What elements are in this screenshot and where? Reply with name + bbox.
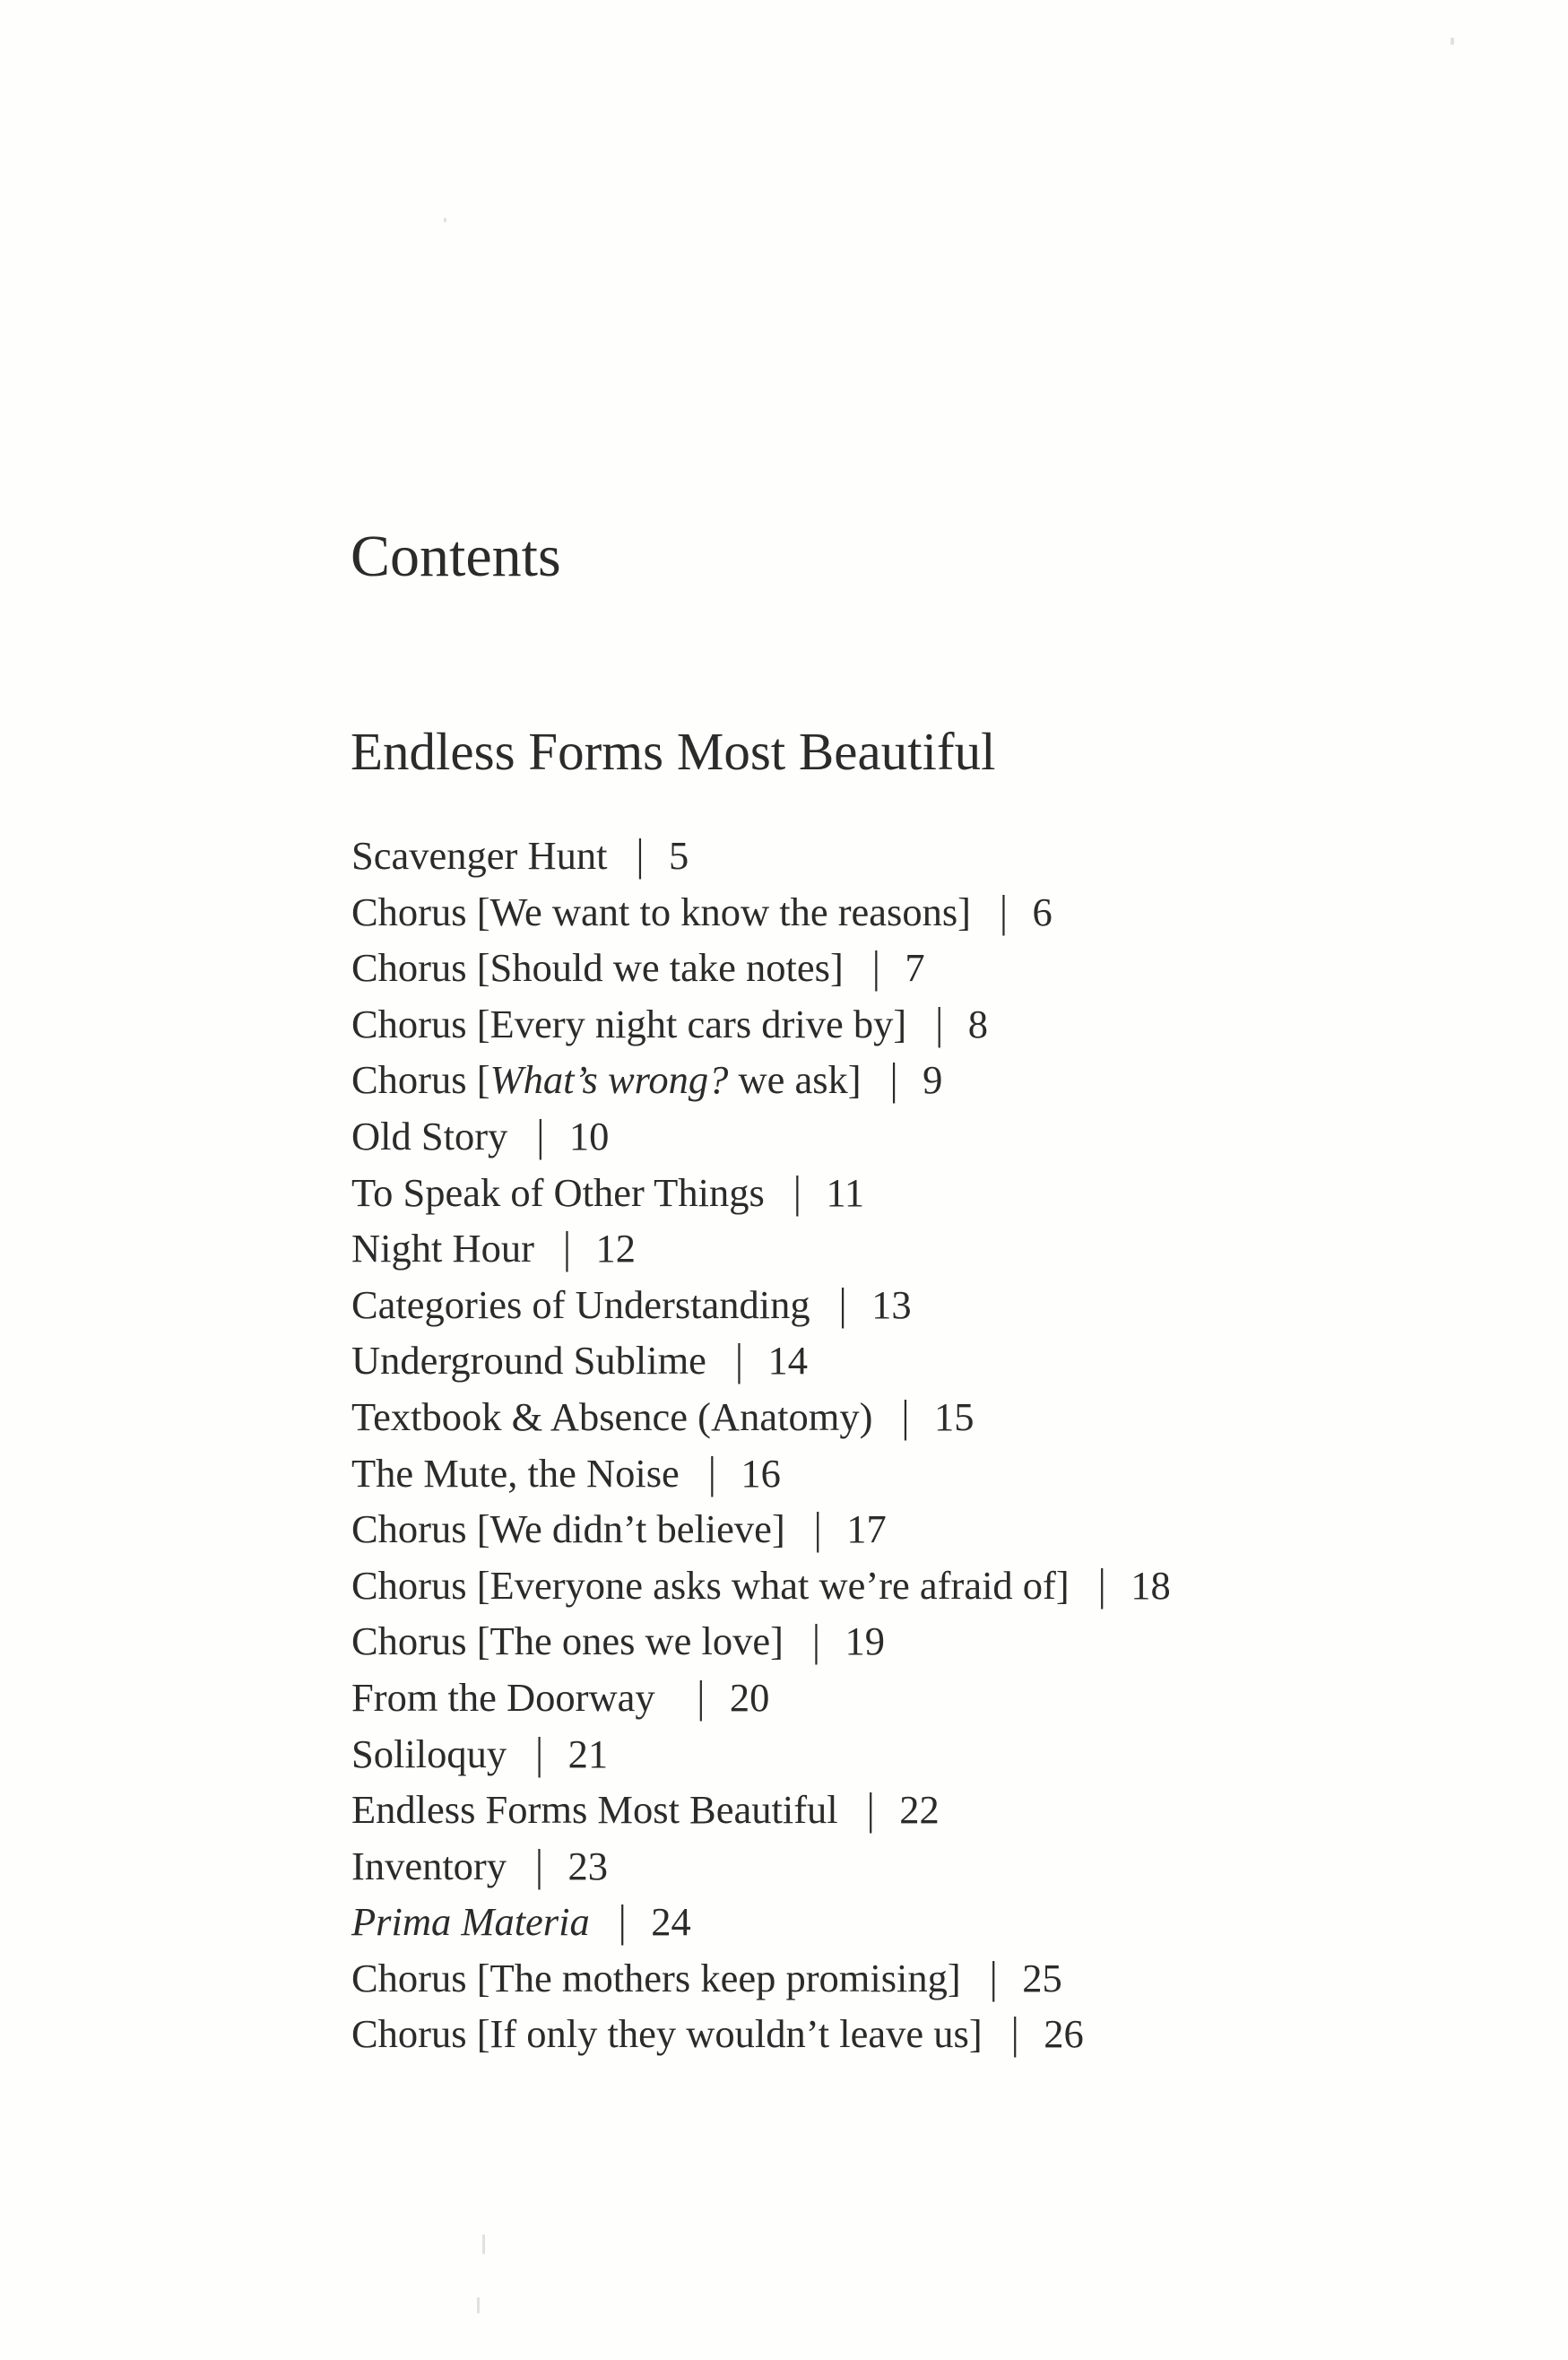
entry-title-prefix: Chorus [: [351, 1057, 490, 1103]
separator-bar: |: [793, 1166, 801, 1217]
entry-page-number: 5: [668, 833, 689, 878]
toc-entry: [351, 1501, 1171, 1557]
entry-title-prefix: Chorus [: [351, 1955, 490, 2000]
separator-bar: |: [1097, 1558, 1106, 1609]
entry-page-number: 22: [899, 1787, 940, 1833]
entry-title-suffix: ]: [968, 2011, 983, 2057]
entry-title-prefix: Chorus [: [351, 1506, 490, 1552]
separator-bar: |: [889, 1054, 898, 1105]
separator-bar: |: [812, 1615, 820, 1666]
toc-entry: [351, 1557, 1171, 1614]
entry-title-prefix: Chorus [: [351, 945, 490, 991]
entry-page-number: 14: [767, 1338, 808, 1384]
entry-title: Night Hour: [351, 1226, 534, 1271]
entry-title-italic: Prima Materia: [351, 1899, 590, 1945]
separator-bar: |: [871, 941, 880, 993]
scan-artifact: [482, 2234, 485, 2254]
entry-title: If only they wouldn’t leave us: [489, 2011, 969, 2057]
entry-page-number: 21: [567, 1731, 609, 1776]
toc-entry: [351, 828, 1171, 884]
toc-entry: [351, 1838, 1171, 1895]
entry-title: Soliloquy: [351, 1731, 507, 1776]
scan-artifact: [444, 218, 446, 222]
separator-bar: |: [935, 997, 944, 1048]
separator-bar: |: [536, 1110, 545, 1161]
entry-title-suffix: ]: [829, 945, 844, 991]
entry-page-number: 23: [567, 1843, 609, 1888]
entry-title: Endless Forms Most Beautiful: [351, 1787, 838, 1833]
scan-artifact: [1451, 38, 1454, 45]
entry-page-number: 8: [967, 1001, 988, 1046]
toc-entry: [351, 1332, 1171, 1389]
toc-entry: [351, 996, 1171, 1053]
page-title: Contents: [351, 524, 561, 589]
entry-title: We want to know the reasons: [489, 889, 958, 934]
entry-page-number: 12: [595, 1226, 636, 1271]
separator-bar: |: [866, 1783, 875, 1835]
entry-page-number: 24: [651, 1899, 691, 1945]
scan-artifact: [477, 2297, 480, 2313]
entry-page-number: 19: [845, 1618, 886, 1664]
entry-title: Inventory: [351, 1843, 507, 1888]
entry-title: We didn’t believe: [489, 1506, 772, 1552]
entry-title: Underground Sublime: [351, 1338, 706, 1384]
entry-title: The mothers keep promising: [489, 1955, 948, 2000]
toc-entry: [351, 1052, 1171, 1108]
separator-bar: |: [707, 1446, 716, 1497]
section-heading: Endless Forms Most Beautiful: [351, 722, 996, 781]
entry-title: The ones we love: [489, 1618, 771, 1664]
toc-entry: [351, 1950, 1171, 2007]
entry-title-prefix: Chorus [: [351, 1618, 490, 1664]
entry-title-suffix: ]: [957, 889, 971, 934]
entry-title: we ask: [728, 1057, 848, 1103]
table-of-contents: [351, 828, 1171, 2062]
separator-bar: |: [618, 1896, 627, 1947]
separator-bar: |: [989, 1952, 998, 2003]
separator-bar: |: [734, 1334, 743, 1385]
separator-bar: |: [697, 1671, 706, 1722]
entry-title: Every night cars drive by: [489, 1001, 894, 1046]
entry-page-number: 18: [1131, 1562, 1171, 1608]
toc-entry: [351, 1108, 1171, 1165]
separator-bar: |: [901, 1391, 910, 1442]
entry-page-number: 6: [1032, 889, 1053, 934]
toc-entry: [351, 1165, 1171, 1221]
separator-bar: |: [535, 1839, 543, 1890]
toc-entry: [351, 1670, 1171, 1726]
toc-entry: [351, 1445, 1171, 1502]
entry-page-number: 20: [729, 1674, 770, 1720]
entry-page-number: 9: [923, 1057, 943, 1103]
entry-page-number: 17: [846, 1506, 887, 1552]
separator-bar: |: [1010, 2008, 1019, 2059]
entry-title-prefix: Chorus [: [351, 1001, 490, 1046]
entry-title-suffix: ]: [1055, 1562, 1070, 1608]
entry-title-suffix: ]: [893, 1001, 907, 1046]
entry-title-suffix: ]: [847, 1057, 862, 1103]
toc-entry: [351, 2006, 1171, 2062]
toc-entry: [351, 1613, 1171, 1670]
toc-entry: [351, 1220, 1171, 1277]
entry-page-number: 13: [871, 1281, 912, 1327]
entry-title-prefix: Chorus [: [351, 1562, 490, 1608]
entry-title: Textbook & Absence (Anatomy): [351, 1393, 873, 1439]
separator-bar: |: [535, 1727, 544, 1778]
separator-bar: |: [838, 1278, 847, 1329]
toc-entry: [351, 1894, 1171, 1950]
toc-entry: [351, 1782, 1171, 1838]
entry-page-number: 16: [741, 1450, 781, 1496]
toc-entry: [351, 940, 1171, 996]
separator-bar: |: [562, 1222, 571, 1273]
entry-page-number: 10: [568, 1113, 610, 1158]
entry-page-number: 26: [1044, 2011, 1084, 2057]
separator-bar: |: [636, 829, 645, 881]
entry-title: Scavenger Hunt: [351, 833, 608, 878]
toc-entry: [351, 1726, 1171, 1783]
entry-page-number: 7: [905, 945, 925, 991]
toc-entry: [351, 884, 1171, 941]
entry-title-prefix: Chorus [: [351, 2011, 490, 2057]
entry-title-italic: What’s wrong?: [489, 1057, 729, 1103]
entry-page-number: 15: [933, 1393, 975, 1439]
entry-title: Categories of Understanding: [351, 1281, 810, 1327]
entry-title: From the Doorway: [351, 1674, 655, 1720]
toc-entry: [351, 1389, 1171, 1445]
entry-title: The Mute, the Noise: [351, 1450, 680, 1496]
entry-page-number: 25: [1022, 1955, 1062, 2000]
entry-title-suffix: ]: [947, 1955, 961, 2000]
entry-title: Everyone asks what we’re afraid of: [489, 1562, 1056, 1608]
toc-entry: [351, 1277, 1171, 1333]
entry-title-suffix: ]: [770, 1618, 784, 1664]
separator-bar: |: [1000, 885, 1008, 936]
entry-title-suffix: ]: [771, 1506, 785, 1552]
entry-page-number: 11: [826, 1169, 865, 1215]
entry-title-prefix: Chorus [: [351, 889, 490, 934]
entry-title: Should we take notes: [489, 945, 830, 991]
entry-title: Old Story: [351, 1113, 508, 1158]
entry-title: To Speak of Other Things: [351, 1169, 765, 1215]
separator-bar: |: [813, 1503, 822, 1554]
